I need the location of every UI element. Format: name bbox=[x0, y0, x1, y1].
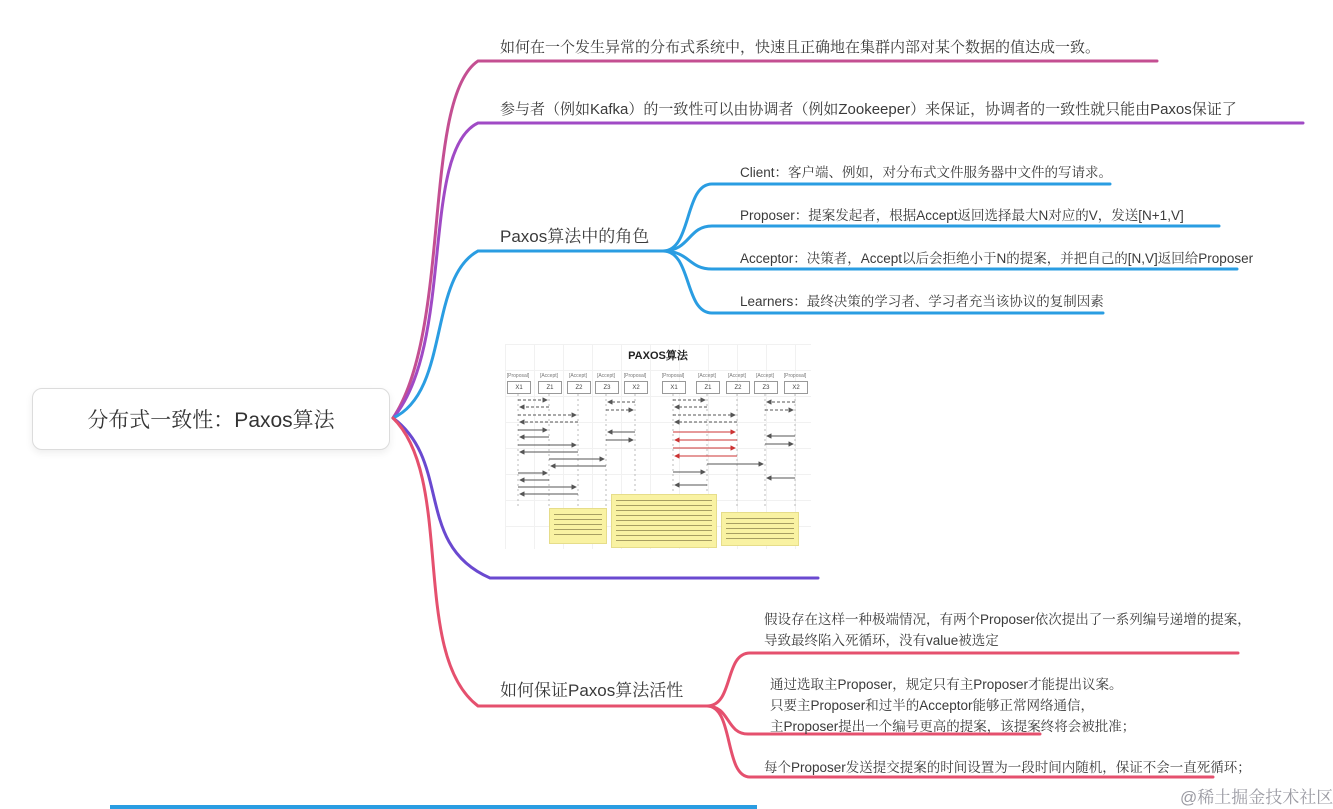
liveness-leader-line2: 只要主Proposer和过半的Acceptor能够正常网络通信， bbox=[770, 698, 1095, 713]
lifeline-box: Z2 bbox=[726, 381, 750, 394]
liveness-leader-line1: 通过选取主Proposer，规定只有主Proposer才能提出议案。 bbox=[770, 677, 1123, 692]
topic-role-learners[interactable]: Learners：最终决策的学习者、学习者充当该协议的复制因素 bbox=[740, 294, 1104, 309]
liveness-deadloop-line1: 假设存在这样一种极端情况，有两个Proposer依次提出了一系列编号递增的提案， bbox=[764, 612, 1251, 627]
lifeline-role: [Accept] bbox=[697, 373, 717, 379]
lifeline-role: [Accept] bbox=[596, 373, 616, 379]
topic-role-client[interactable]: Client：客户端、例如，对分布式文件服务器中文件的写请求。 bbox=[740, 165, 1113, 180]
bottom-blue-line bbox=[110, 805, 757, 809]
root-topic-node[interactable] bbox=[32, 388, 390, 450]
lifeline-box: X2 bbox=[624, 381, 648, 394]
topic-liveness-deadloop[interactable] bbox=[764, 609, 1251, 651]
topic-role-acceptor[interactable]: Acceptor：决策者，Accept以后会拒绝小于N的提案，并把自己的[N,V]返回给Proposer bbox=[740, 251, 1254, 266]
sticky-note-right bbox=[721, 512, 799, 546]
topic-role-proposer[interactable]: Proposer：提案发起者，根据Accept返回选择最大N对应的V，发送[N+1,V] bbox=[740, 208, 1184, 223]
lifeline-box: X1 bbox=[507, 381, 531, 394]
paxos-sequence-image[interactable] bbox=[505, 344, 811, 549]
lifeline-box: Z1 bbox=[696, 381, 720, 394]
lifeline-role: [Accept] bbox=[568, 373, 588, 379]
lifeline-box: X2 bbox=[784, 381, 808, 394]
lifeline-box: Z1 bbox=[538, 381, 562, 394]
topic-liveness-random[interactable]: 每个Proposer发送提交提案的时间设置为一段时间内随机，保证不会一直死循环； bbox=[764, 760, 1251, 775]
lifeline-role: [Accept] bbox=[539, 373, 559, 379]
lifeline-role: [Proposal] bbox=[661, 373, 685, 379]
lifeline-role: [Accept] bbox=[727, 373, 747, 379]
paxos-image-title: PAXOS算法 bbox=[628, 350, 688, 362]
liveness-leader-line3: 主Proposer提出一个编号更高的提案，该提案终将会被批准； bbox=[770, 719, 1136, 734]
topic-exception[interactable]: 如何在一个发生异常的分布式系统中，快速且正确地在集群内部对某个数据的值达成一致。 bbox=[500, 39, 1101, 56]
liveness-deadloop-line2: 导致最终陷入死循环，没有value被选定 bbox=[764, 633, 999, 648]
messages-left bbox=[518, 400, 635, 494]
watermark: @稀土掘金技术社区 bbox=[1180, 788, 1333, 807]
sticky-note-middle bbox=[611, 494, 717, 548]
lifeline-role: [Accept] bbox=[755, 373, 775, 379]
topic-liveness-leader[interactable] bbox=[770, 674, 1135, 737]
sticky-note-left bbox=[549, 508, 607, 544]
messages-right bbox=[673, 400, 795, 485]
lifeline-role: [Proposal] bbox=[623, 373, 647, 379]
topic-liveness[interactable]: 如何保证Paxos算法活性 bbox=[500, 681, 684, 700]
lifeline-role: [Proposal] bbox=[783, 373, 807, 379]
lifeline-box: Z3 bbox=[754, 381, 778, 394]
topic-roles[interactable]: Paxos算法中的角色 bbox=[500, 227, 650, 246]
root-topic-label: 分布式一致性：Paxos算法 bbox=[87, 409, 335, 432]
lifeline-role: [Proposal] bbox=[506, 373, 530, 379]
lifeline-box: X1 bbox=[662, 381, 686, 394]
topic-participants[interactable]: 参与者（例如Kafka）的一致性可以由协调者（例如Zookeeper）来保证，协调者的一致性就只能由Paxos保证了 bbox=[500, 101, 1237, 118]
lifelines bbox=[518, 394, 795, 506]
lifeline-box: Z3 bbox=[595, 381, 619, 394]
lifeline-box: Z2 bbox=[567, 381, 591, 394]
